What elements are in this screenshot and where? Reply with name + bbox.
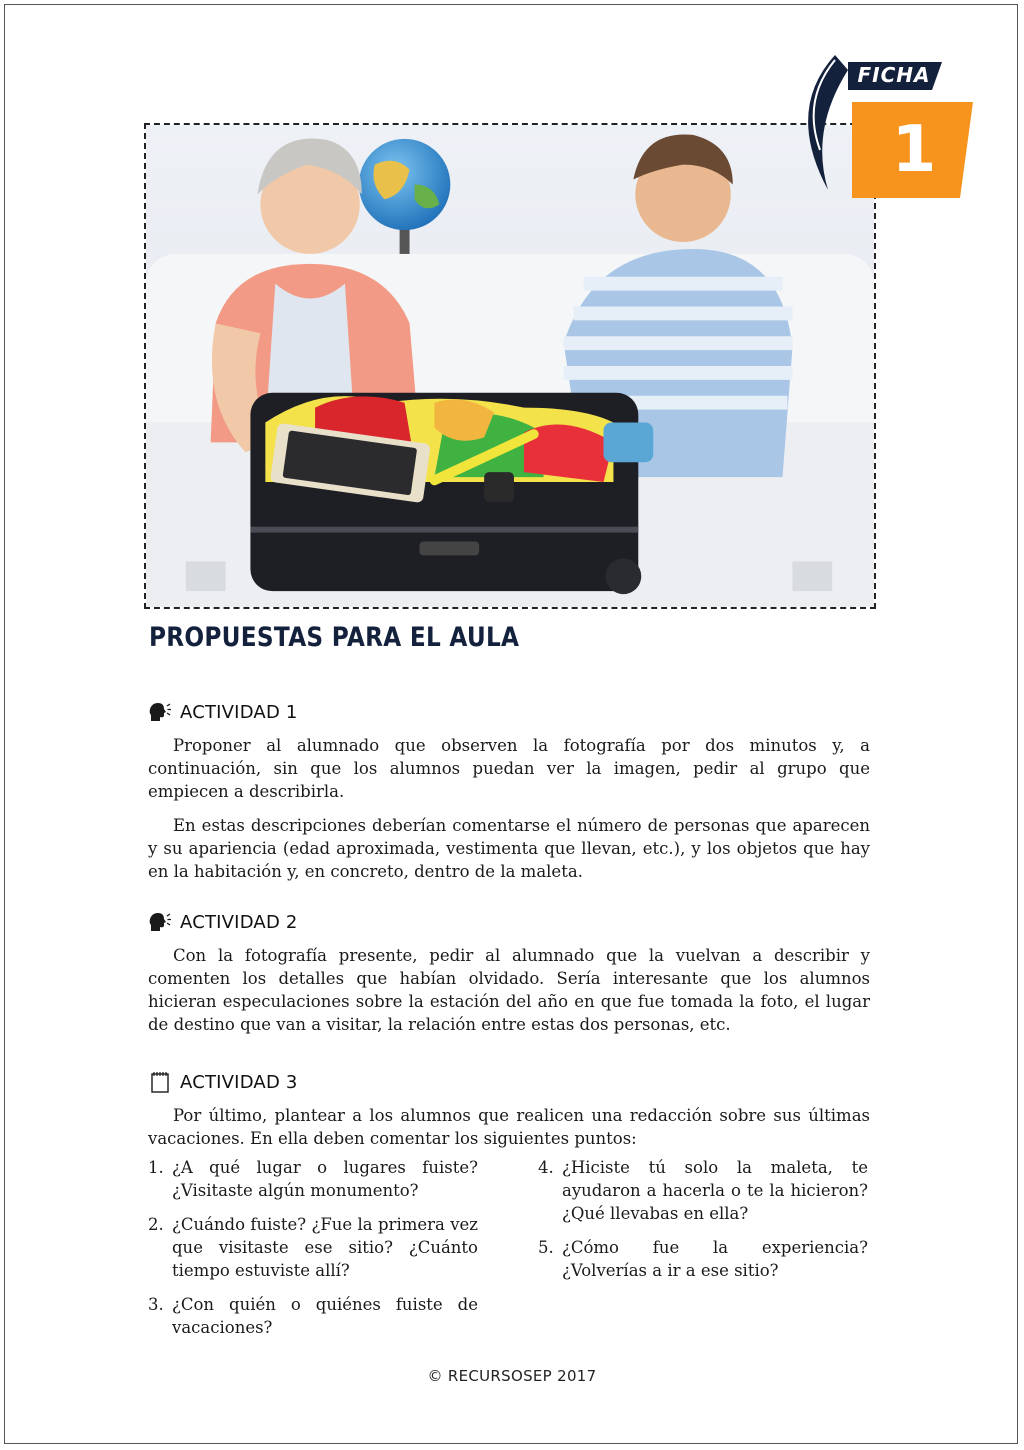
notepad-icon [148,1071,172,1093]
activity-1-paragraph-2: En estas descripciones deberían comentarse el número de personas que aparecen y su apariencia (edad aproximada, vestimenta que llevan, etc.), y los objetos que hay en la habitación y, en concreto, dentro de la maleta. [148,816,870,881]
activity-1-paragraph-1: Proponer al alumnado que observen la fotografía por dos minutos y, a continuación, sin que los alumnos puedan ver la imagen, pedir al grupo que empiecen a describirla. [148,736,870,801]
ficha-label: FICHA [857,63,931,87]
speaking-head-icon [148,701,172,723]
activity-2-heading [148,908,870,936]
activity-1-title: ACTIVIDAD 1 [180,701,298,723]
activity-1 [148,698,870,883]
questions-column-right [538,1156,868,1293]
activity-1-heading [148,698,870,726]
question-text: ¿Con quién o quiénes fuiste de vacaciones? [172,1295,478,1337]
travel-photo-icon [146,125,874,607]
list-item [538,1156,868,1225]
speaking-head-icon [148,911,172,933]
activity-3-title: ACTIVIDAD 3 [180,1071,298,1093]
footer-copyright: © RECURSOSEP 2017 [427,1367,597,1385]
activity-3-heading [148,1068,870,1096]
question-number: 5. [538,1238,554,1257]
question-number: 2. [148,1215,164,1234]
question-text: ¿Cuándo fuiste? ¿Fue la primera vez que visitaste ese sitio? ¿Cuánto tiempo estuviste allí? [172,1215,478,1280]
question-text: ¿Hiciste tú solo la maleta, te ayudaron a hacerla o te la hicieron? ¿Qué llevabas en ella? [562,1158,868,1223]
list-item [148,1156,478,1202]
activity-3 [148,1068,870,1150]
section-title: PROPUESTAS PARA EL AULA [149,622,520,653]
question-number: 3. [148,1295,164,1314]
question-text: ¿Cómo fue la experiencia? ¿Volverías a ir a ese sitio? [562,1238,868,1280]
question-number: 1. [148,1158,164,1177]
activity-2 [148,908,870,1036]
activity-2-paragraph-1: Con la fotografía presente, pedir al alumnado que la vuelvan a describir y comenten los detalles que habían olvidado. Sería interesante que los alumnos hicieran especulaciones sobre la estación del año en que fue tomada la foto, el lugar de destino que van a visitar, la relación entre estas dos personas, etc. [148,946,870,1034]
ficha-number: 1 [891,113,937,187]
list-item [148,1293,478,1339]
questions-column-left [148,1156,478,1350]
activity-3-paragraph-1: Por último, plantear a los alumnos que realicen una redacción sobre sus últimas vacaciones. En ella deben comentar los siguientes puntos: [148,1106,870,1148]
list-item [148,1213,478,1282]
list-item [538,1236,868,1282]
question-number: 4. [538,1158,554,1177]
activity-2-title: ACTIVIDAD 2 [180,911,298,933]
activity-photo [144,123,876,609]
question-text: ¿A qué lugar o lugares fuiste? ¿Visitaste algún monumento? [172,1158,478,1200]
